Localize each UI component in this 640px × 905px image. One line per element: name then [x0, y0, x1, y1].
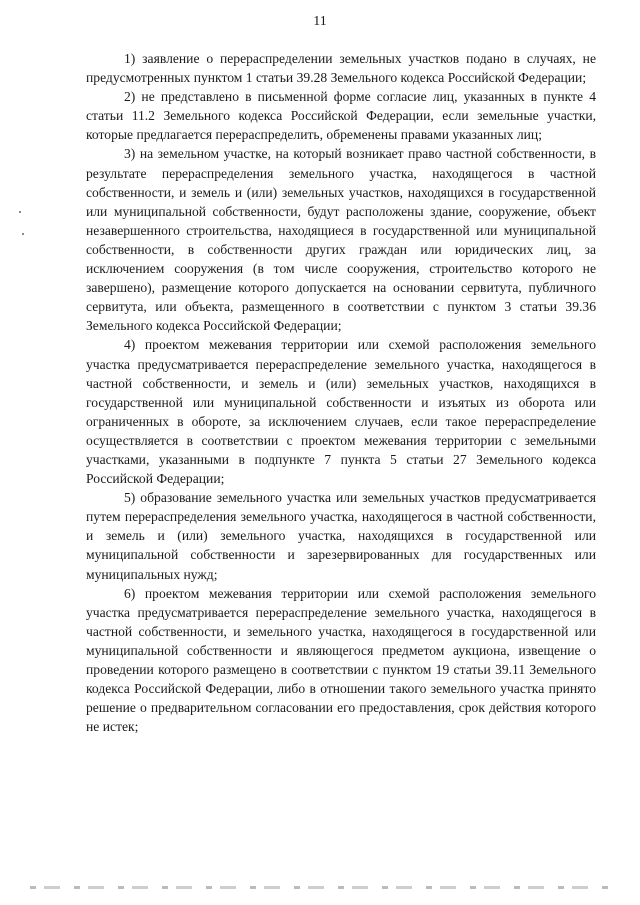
list-item: 3) на земельном участке, на который возникает право частной собственности, в результате перераспределения земельного участка, находящегося в частной собственности, и земель и (или) земельных участков, находящихся в государственной или муниципальной собственности, будут расположены здание, сооружение, объект незавершенного строительства, находящиеся в государственной или муниципальной собственности, в собственности других граждан или юридических лиц, за исключением сооружения (в том числе сооружения, строительство которого не завершено), размещение которого допускается на основании сервитута, публичного сервитута, или объекта, размещенного в соответствии с пунктом 3 статьи 39.36 Земельного кодекса Российской Федерации;	[86, 146, 596, 334]
list-item: 6) проектом межевания территории или схемой расположения земельного участка предусматривается перераспределение земельного участка, находящегося в частной собственности, и земельного участка, находящегося в государственной или муниципальной собственности и являющегося предметом аукциона, извещение о проведении которого размещено в соответствии с пунктом 19 статьи 39.11 Земельного кодекса Российской Федерации, либо в отношении такого земельного участка принято решение о предварительном согласовании его предоставления, срок действия которого не истек;	[86, 585, 596, 735]
scan-artifact	[30, 886, 610, 889]
list-item: 5) образование земельного участка или земельных участков предусматривается путем перераспределения земельного участка, находящегося в частной собственности, и земель и (или) земельного участка, находящихся в государственной или муниципальной собственности и зарезервированных для государственных или муниципальных нужд;	[86, 490, 596, 582]
document-body	[86, 49, 596, 736]
scan-speck	[19, 211, 21, 213]
list-item: 2) не представлено в письменной форме согласие лиц, указанных в пункте 4 статьи 11.2 Земельного кодекса Российской Федерации, если земельные участки, которые предлагается перераспределить, обременены правами указанных лиц;	[86, 89, 596, 143]
list-item: 1) заявление о перераспределении земельных участков подано в случаях, не предусмотренных пунктом 1 статьи 39.28 Земельного кодекса Российской Федерации;	[86, 51, 596, 86]
list-item: 4) проектом межевания территории или схемой расположения земельного участка предусматривается перераспределение земельного участка, находящегося в частной собственности, и земель и (или) земельных участков, находящихся в государственной или муниципальной собственности и изъятых из оборота или ограниченных в обороте, за исключением случаев, если такое перераспределение осуществляется в соответствии с проектом межевания территории с земельными участками, указанными в подпункте 7 пункта 5 статьи 27 Земельного кодекса Российской Федерации;	[86, 337, 596, 487]
scan-speck	[22, 233, 24, 235]
page-number: 11	[313, 14, 327, 29]
